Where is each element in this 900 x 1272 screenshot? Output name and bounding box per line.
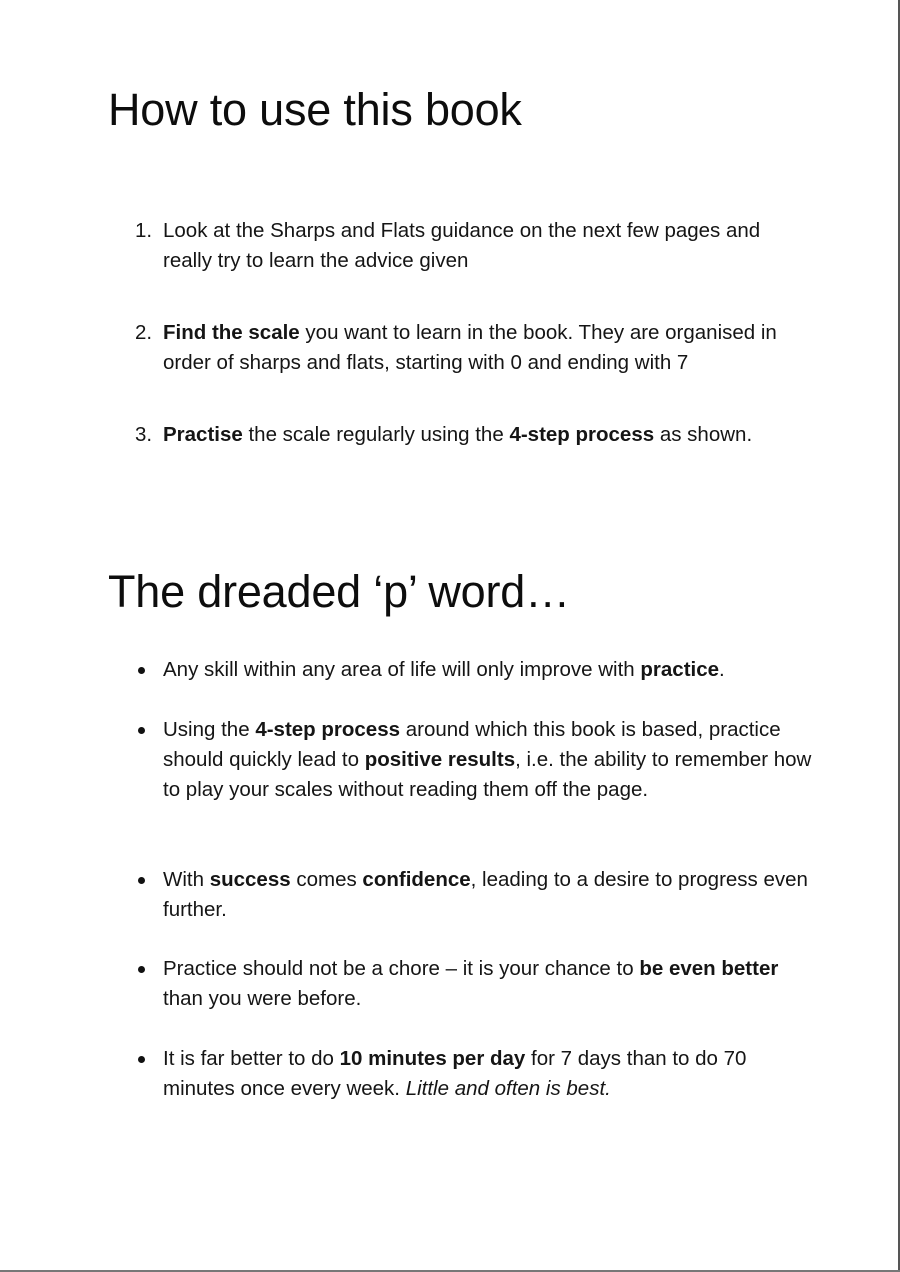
bullet-item-5 (163, 1044, 813, 1104)
bullet-item-1 (163, 655, 813, 685)
bullet-text: It is far better to do (163, 1047, 340, 1070)
bullet-dot-icon (138, 667, 145, 674)
step-text: as shown. (654, 423, 753, 446)
step-number: 3. (135, 423, 153, 446)
bullet-bold-text: success (209, 868, 291, 891)
bullet-dot-icon (138, 877, 145, 884)
bullet-item-4 (163, 954, 813, 1014)
bullet-text: for 7 days than to do 70 minutes once every week. (163, 1047, 747, 1100)
step-item-2 (135, 318, 813, 378)
step-text: you want to learn in the book. They are organised in order of sharps and flats, starting with 0 and ending with 7 (163, 321, 777, 374)
bullet-text: than you were before. (163, 987, 362, 1010)
step-item-1 (135, 216, 813, 276)
bullet-bold-text: 4-step process (255, 718, 401, 741)
bullet-bold-text: be even better (639, 957, 779, 980)
bullet-dot-icon (138, 727, 145, 734)
step-item-3 (135, 420, 813, 450)
step-number: 1. (135, 219, 153, 242)
bullet-text: , leading to a desire to progress even further. (163, 868, 808, 921)
step-text: Look at the Sharps and Flats guidance on the next few pages and really try to learn the advice given (163, 219, 761, 272)
bullet-bold-text: positive results (364, 748, 516, 771)
bullet-text: Using the (163, 718, 256, 741)
bullet-item-3 (163, 865, 813, 925)
step-bold-text: 4-step process (509, 423, 655, 446)
step-number: 2. (135, 321, 153, 344)
section-heading-how-to-use: How to use this book (108, 84, 522, 135)
bullet-text: Practice should not be a chore – it is your chance to (163, 957, 640, 980)
bullet-dot-icon (138, 966, 145, 973)
step-bold-lead: Practise (163, 423, 243, 446)
bullet-text: comes (290, 868, 363, 891)
bullet-text: around which this book is based, practice should quickly lead to (163, 718, 781, 771)
step-text: the scale regularly using the (242, 423, 510, 446)
bullet-text: With (163, 868, 210, 891)
bullet-text: . (719, 658, 725, 681)
bullet-text: , i.e. the ability to remember how to play your scales without reading them off the page. (163, 748, 812, 801)
step-bold-lead: Find the scale (163, 321, 300, 344)
bullet-bold-text: practice (640, 658, 720, 681)
bullet-text: Any skill within any area of life will only improve with (163, 658, 641, 681)
bullet-bold-text: 10 minutes per day (339, 1047, 526, 1070)
bullet-italic-text: Little and often is best. (405, 1077, 611, 1100)
bullet-dot-icon (138, 1056, 145, 1063)
section-heading-dreaded-p-word: The dreaded ‘p’ word… (108, 566, 570, 617)
bullet-bold-text: confidence (362, 868, 471, 891)
bullet-item-2 (163, 715, 813, 805)
